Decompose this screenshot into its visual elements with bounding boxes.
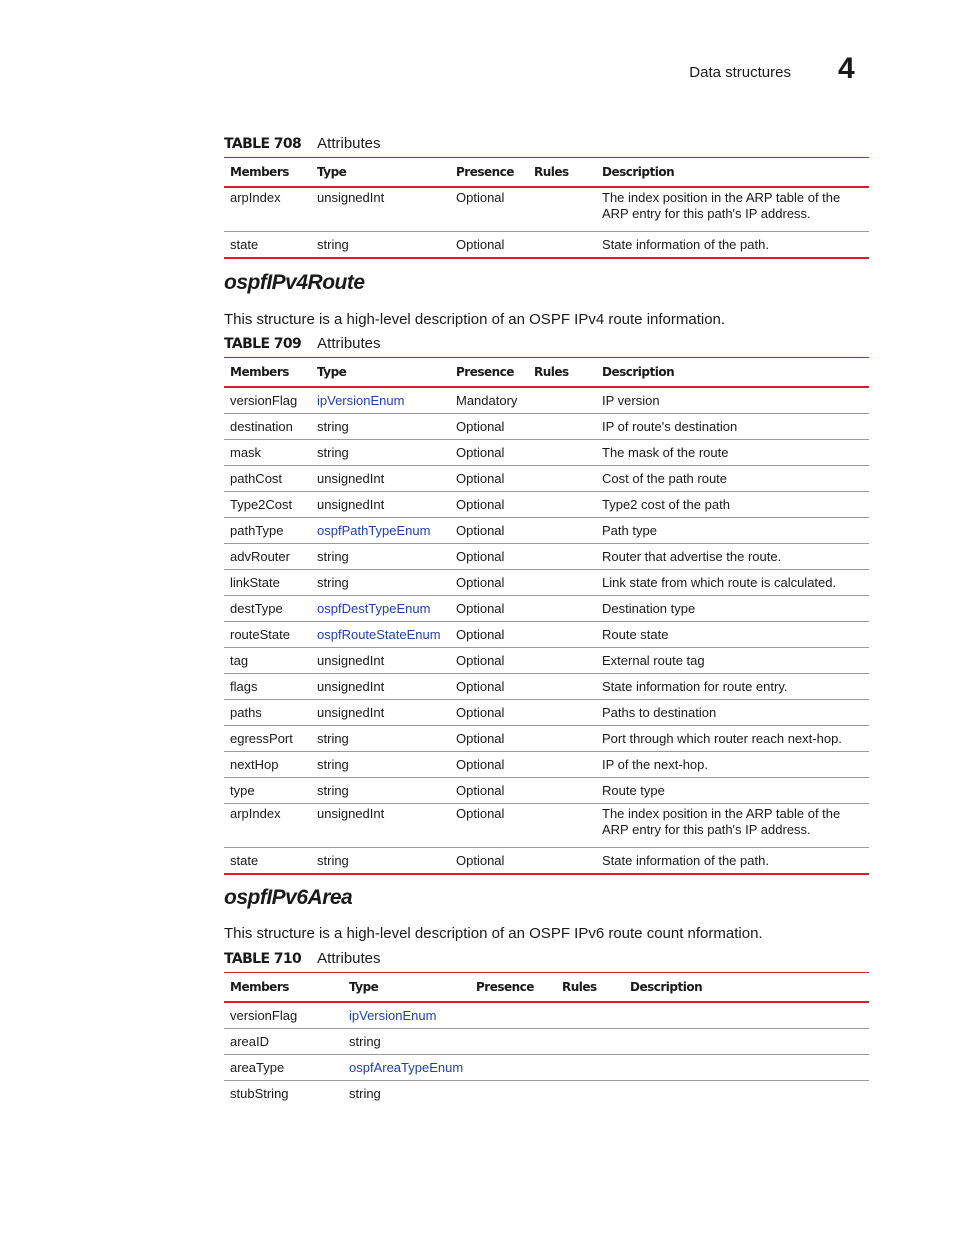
rules-cell (556, 1002, 624, 1029)
description-cell: Link state from which route is calculated. (596, 570, 869, 596)
column-header-type: Type (343, 973, 470, 1003)
member-cell: routeState (224, 622, 311, 648)
presence-cell: Optional (450, 622, 528, 648)
running-header-title: Data structures (689, 64, 791, 81)
type-cell: string (311, 414, 450, 440)
description-cell (624, 1002, 869, 1029)
rules-cell (556, 1055, 624, 1081)
column-header-type: Type (311, 358, 450, 388)
type-cell[interactable]: ipVersionEnum (311, 387, 450, 414)
column-header-presence: Presence (450, 358, 528, 388)
table-row (224, 1055, 869, 1081)
table-708 (224, 157, 869, 259)
table-caption-text: Attributes (317, 335, 381, 352)
type-cell: string (311, 752, 450, 778)
description-cell: IP version (596, 387, 869, 414)
description-cell: The index position in the ARP table of the ARP entry for this path's IP address. (596, 804, 869, 848)
presence-cell: Optional (450, 570, 528, 596)
member-cell: type (224, 778, 311, 804)
table-710-caption (224, 950, 381, 967)
presence-cell: Optional (450, 700, 528, 726)
description-cell: State information of the path. (596, 232, 869, 259)
presence-cell: Optional (450, 596, 528, 622)
type-cell: string (311, 848, 450, 875)
table-row (224, 570, 869, 596)
rules-cell (528, 570, 596, 596)
rules-cell (528, 848, 596, 875)
table-row (224, 187, 869, 232)
rules-cell (528, 387, 596, 414)
table-row (224, 622, 869, 648)
table-label: TABLE 709 (224, 336, 302, 352)
description-cell: The mask of the route (596, 440, 869, 466)
description-cell (624, 1081, 869, 1107)
column-header-presence: Presence (470, 973, 556, 1003)
member-cell: paths (224, 700, 311, 726)
member-cell: tag (224, 648, 311, 674)
member-cell: arpIndex (224, 187, 311, 232)
column-header-rules: Rules (556, 973, 624, 1003)
presence-cell: Optional (450, 848, 528, 875)
table-row (224, 648, 869, 674)
type-cell: unsignedInt (311, 804, 450, 848)
member-cell: mask (224, 440, 311, 466)
member-cell: egressPort (224, 726, 311, 752)
description-cell: Cost of the path route (596, 466, 869, 492)
type-cell: unsignedInt (311, 674, 450, 700)
description-cell: IP of the next-hop. (596, 752, 869, 778)
member-cell: advRouter (224, 544, 311, 570)
rules-cell (528, 544, 596, 570)
description-cell: External route tag (596, 648, 869, 674)
table-row (224, 518, 869, 544)
table-row (224, 752, 869, 778)
member-cell: Type2Cost (224, 492, 311, 518)
rules-cell (528, 492, 596, 518)
rules-cell (528, 726, 596, 752)
presence-cell: Mandatory (450, 387, 528, 414)
section-intro-ospfipv4route: This structure is a high-level description of an OSPF IPv4 route information. (224, 311, 726, 328)
description-cell (624, 1029, 869, 1055)
description-cell: Destination type (596, 596, 869, 622)
rules-cell (528, 648, 596, 674)
member-cell: state (224, 232, 311, 259)
member-cell: areaType (224, 1055, 343, 1081)
type-cell: unsignedInt (311, 648, 450, 674)
column-header-type: Type (311, 158, 450, 188)
description-cell: State information for route entry. (596, 674, 869, 700)
description-cell: The index position in the ARP table of the ARP entry for this path's IP address. (596, 187, 869, 232)
type-cell[interactable]: ospfRouteStateEnum (311, 622, 450, 648)
table-row (224, 232, 869, 259)
column-header-members: Members (224, 973, 343, 1003)
column-header-description: Description (596, 158, 869, 188)
column-header-presence: Presence (450, 158, 528, 188)
member-cell: destType (224, 596, 311, 622)
member-cell: arpIndex (224, 804, 311, 848)
presence-cell: Optional (450, 187, 528, 232)
table-row (224, 466, 869, 492)
presence-cell (470, 1081, 556, 1107)
rules-cell (528, 414, 596, 440)
member-cell: state (224, 848, 311, 875)
description-cell: State information of the path. (596, 848, 869, 875)
description-cell: Paths to destination (596, 700, 869, 726)
member-cell: versionFlag (224, 1002, 343, 1029)
member-cell: pathType (224, 518, 311, 544)
chapter-number: 4 (838, 52, 855, 85)
description-cell: Router that advertise the route. (596, 544, 869, 570)
presence-cell: Optional (450, 232, 528, 259)
table-row (224, 492, 869, 518)
rules-cell (528, 518, 596, 544)
member-cell: nextHop (224, 752, 311, 778)
rules-cell (528, 674, 596, 700)
rules-cell (556, 1029, 624, 1055)
presence-cell (470, 1029, 556, 1055)
rules-cell (528, 752, 596, 778)
presence-cell: Optional (450, 414, 528, 440)
description-cell (624, 1055, 869, 1081)
presence-cell: Optional (450, 778, 528, 804)
type-cell: string (349, 1085, 381, 1101)
type-cell: string (311, 778, 450, 804)
type-cell: string (311, 726, 450, 752)
description-cell: Route type (596, 778, 869, 804)
rules-cell (528, 778, 596, 804)
column-header-description: Description (596, 358, 869, 388)
table-row (224, 726, 869, 752)
type-cell: unsignedInt (311, 700, 450, 726)
table-row (224, 848, 869, 875)
rules-cell (528, 804, 596, 848)
description-cell: Type2 cost of the path (596, 492, 869, 518)
description-cell: IP of route's destination (596, 414, 869, 440)
presence-cell (470, 1002, 556, 1029)
type-cell: string (311, 544, 450, 570)
presence-cell: Optional (450, 674, 528, 700)
type-cell: unsignedInt (311, 492, 450, 518)
type-cell: string (343, 1029, 470, 1055)
presence-cell: Optional (450, 804, 528, 848)
rules-cell (528, 440, 596, 466)
section-intro-ospfipv6area: This structure is a high-level description of an OSPF IPv6 route count nformation. (224, 925, 763, 942)
presence-cell: Optional (450, 544, 528, 570)
rules-cell (528, 700, 596, 726)
table-708-caption (224, 135, 381, 152)
presence-cell: Optional (450, 492, 528, 518)
table-row (224, 1029, 869, 1055)
presence-cell (470, 1055, 556, 1081)
column-header-rules: Rules (528, 158, 596, 188)
member-cell: flags (224, 674, 311, 700)
table-709-caption (224, 335, 381, 352)
table-710 (224, 972, 869, 1106)
rules-cell (528, 622, 596, 648)
table-row (224, 804, 869, 848)
member-cell: areaID (224, 1029, 343, 1055)
table-row (224, 1002, 869, 1029)
table-row (224, 778, 869, 804)
rules-cell (528, 232, 596, 259)
section-heading-ospfipv6area: ospfIPv6Area (224, 886, 353, 909)
presence-cell: Optional (450, 752, 528, 778)
table-caption-text: Attributes (317, 950, 381, 967)
table-row (224, 674, 869, 700)
type-cell[interactable]: ipVersionEnum (343, 1002, 470, 1029)
member-cell: linkState (224, 570, 311, 596)
table-row (224, 387, 869, 414)
presence-cell: Optional (450, 440, 528, 466)
description-cell: Route state (596, 622, 869, 648)
type-cell: unsignedInt (311, 466, 450, 492)
column-header-description: Description (624, 973, 869, 1003)
rules-cell (528, 187, 596, 232)
type-cell: string (311, 232, 450, 259)
member-cell: versionFlag (224, 387, 311, 414)
rules-cell (528, 466, 596, 492)
type-cell: string (311, 570, 450, 596)
description-cell: Path type (596, 518, 869, 544)
type-cell: unsignedInt (311, 187, 450, 232)
rules-cell (528, 596, 596, 622)
table-row (224, 544, 869, 570)
table-row (224, 596, 869, 622)
type-cell[interactable]: ospfAreaTypeEnum (343, 1055, 470, 1081)
type-cell[interactable]: ospfDestTypeEnum (311, 596, 450, 622)
table-709 (224, 357, 869, 875)
table-row (224, 414, 869, 440)
presence-cell: Optional (450, 466, 528, 492)
column-header-rules: Rules (528, 358, 596, 388)
member-cell: pathCost (224, 466, 311, 492)
column-header-members: Members (224, 358, 311, 388)
table-caption-text: Attributes (317, 135, 381, 152)
type-cell[interactable]: ospfPathTypeEnum (311, 518, 450, 544)
presence-cell: Optional (450, 518, 528, 544)
presence-cell: Optional (450, 726, 528, 752)
description-cell: Port through which router reach next-hop. (596, 726, 869, 752)
presence-cell: Optional (450, 648, 528, 674)
table-label: TABLE 708 (224, 136, 302, 152)
table-row (224, 700, 869, 726)
table-row (224, 1081, 869, 1107)
section-heading-ospfipv4route: ospfIPv4Route (224, 271, 365, 294)
column-header-members: Members (224, 158, 311, 188)
member-cell: stubString (230, 1085, 289, 1101)
type-cell: string (311, 440, 450, 466)
rules-cell (556, 1081, 624, 1107)
table-label: TABLE 710 (224, 951, 302, 967)
table-row (224, 440, 869, 466)
member-cell: destination (224, 414, 311, 440)
